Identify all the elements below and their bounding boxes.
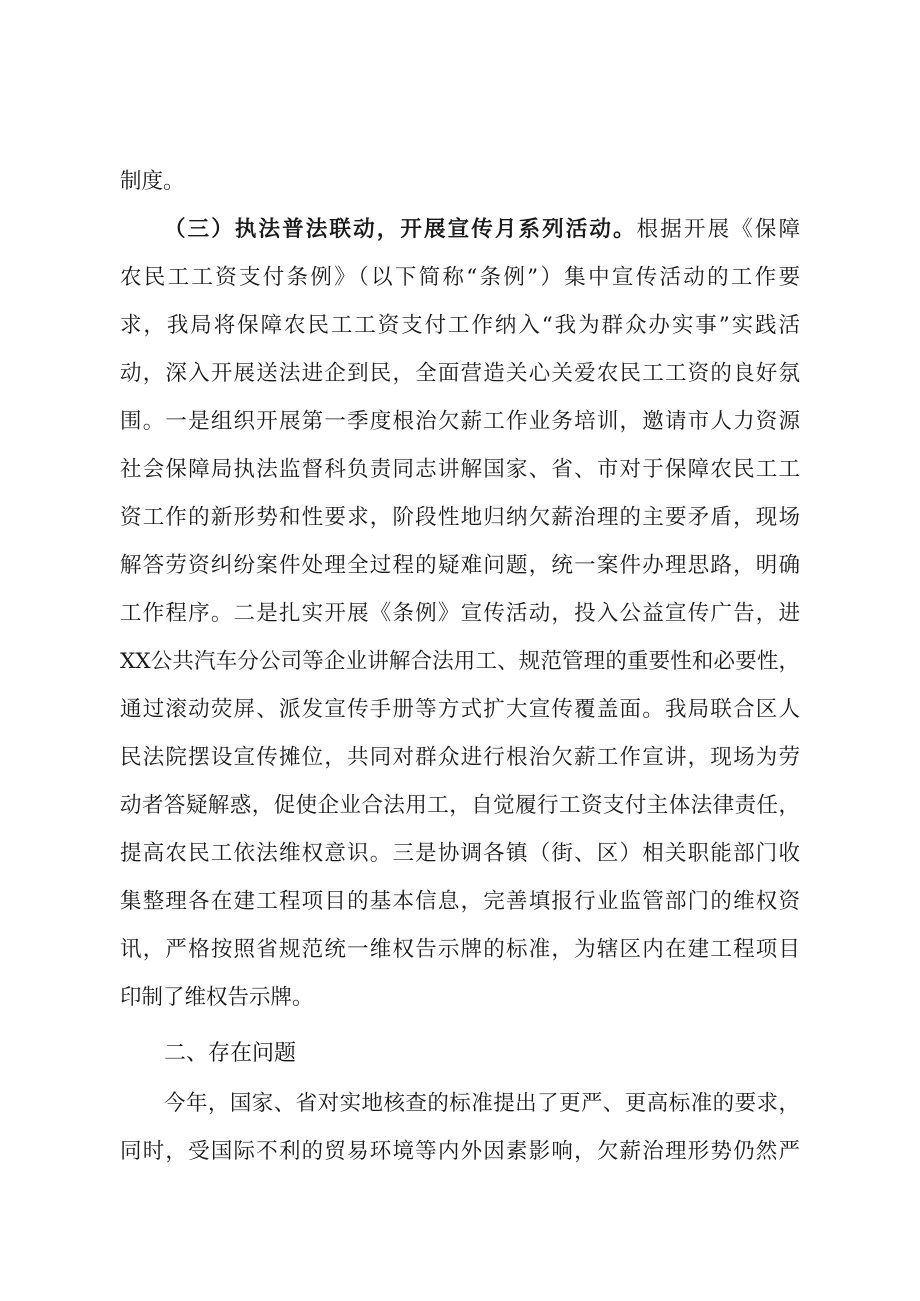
paragraph-text: 根据开展《保障 [636, 217, 800, 242]
paragraph-line: 通过滚动荧屏、派发宣传手册等方式扩大宣传覆盖面。我局联合区人 [120, 697, 800, 722]
subsection-heading: （三）执法普法联动，开展宣传月系列活动。 [164, 217, 637, 242]
paragraph-line: 集整理各在建工程项目的基本信息，完善填报行业监管部门的维权资 [120, 889, 800, 914]
paragraph-line: 求，我局将保障农民工工资支付工作纳入“我为群众办实事”实践活 [120, 313, 800, 338]
paragraph-line: 同时，受国际不利的贸易环境等内外因素影响，欠薪治理形势仍然严 [120, 1139, 800, 1164]
paragraph-line: 围。一是组织开展第一季度根治欠薪工作业务培训，邀请市人力资源 [120, 409, 800, 434]
paragraph-first-line [164, 206, 800, 254]
paragraph-line: 提高农民工依法维权意识。三是协调各镇（街、区）相关职能部门收 [120, 841, 800, 866]
paragraph-line: 民法院摆设宣传摊位，共同对群众进行根治欠薪工作宣讲，现场为劳 [120, 745, 800, 770]
section-heading: 二、存在问题 [164, 1041, 297, 1066]
paragraph-line: 农民工工资支付条例》（以下简称“条例”）集中宣传活动的工作要 [120, 265, 800, 290]
paragraph-line: XX公共汽车分公司等企业讲解合法用工、规范管理的重要性和必要性， [120, 649, 800, 674]
paragraph-line: 今年，国家、省对实地核查的标准提出了更严、更高标准的要求， [164, 1091, 800, 1116]
paragraph-line: 动，深入开展送法进企到民，全面营造关心关爱农民工工资的良好氛 [120, 361, 800, 386]
paragraph-line: 资工作的新形势和性要求，阶段性地归纳欠薪治理的主要矛盾，现场 [120, 505, 800, 530]
paragraph-line: 解答劳资纠纷案件处理全过程的疑难问题，统一案件办理思路，明确 [120, 553, 800, 578]
paragraph-line: 工作程序。二是扎实开展《条例》宣传活动，投入公益宣传广告，进 [120, 601, 800, 626]
paragraph-line: 社会保障局执法监督科负责同志讲解国家、省、市对于保障农民工工 [120, 457, 800, 482]
paragraph-line: 印制了维权告示牌。 [120, 985, 314, 1010]
paragraph-line: 讯，严格按照省规范统一维权告示牌的标准，为辖区内在建工程项目 [120, 937, 800, 962]
paragraph-line: 动者答疑解惑，促使企业合法用工，自觉履行工资支付主体法律责任， [120, 793, 800, 818]
paragraph-line: 制度。 [120, 169, 185, 194]
